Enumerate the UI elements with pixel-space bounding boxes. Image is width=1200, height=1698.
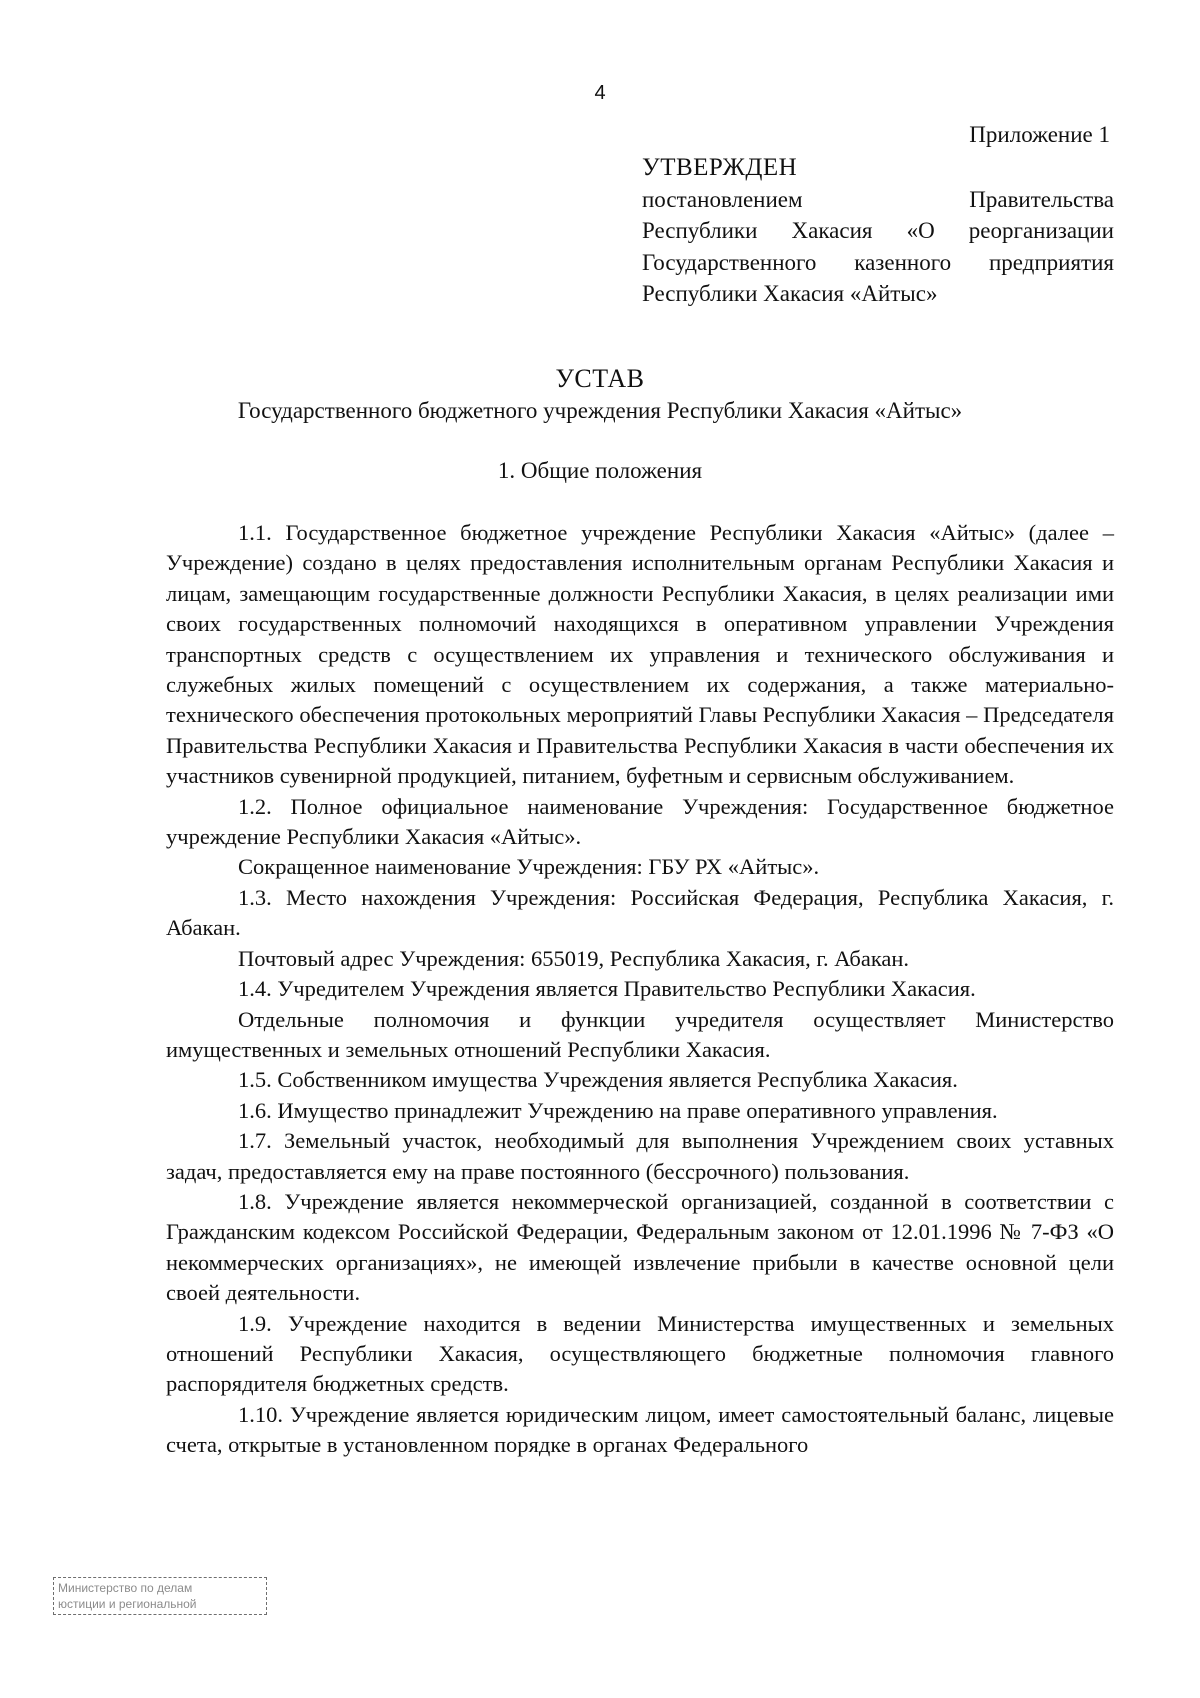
paragraph: 1.2. Полное официальное наименование Учреждения: Государственное бюджетное учреждение Республики Хакасия «Айтыс». (166, 793, 1114, 850)
paragraph: 1.6. Имущество принадлежит Учреждению на праве оперативного управления. (238, 1097, 998, 1123)
paragraph: 1.7. Земельный участок, необходимый для выполнения Учреждением своих уставных задач, предоставляется ему на праве постоянного (бессрочного) пользования. (166, 1128, 1114, 1184)
paragraph: Сокращенное наименование Учреждения: ГБУ РХ «Айтыс». (238, 854, 820, 880)
approval-line: Государственного казенного предприятия (642, 249, 1114, 275)
approval-line: Республики Хакасия «Айтыс» (642, 281, 938, 307)
approval-line: Республики Хакасия «О реорганизации (642, 218, 1114, 244)
document-title: УСТАВ (555, 364, 645, 393)
paragraph: Почтовый адрес Учреждения: 655019, Республика Хакасия, г. Абакан. (238, 945, 910, 971)
appendix-label: Приложение 1 (969, 122, 1110, 147)
stamp-line: Министерство по делам (58, 1581, 193, 1595)
approval-heading: УТВЕРЖДЕН (642, 154, 798, 181)
page-number: 4 (594, 82, 606, 104)
paragraph: 1.4. Учредителем Учреждения является Правительство Республики Хакасия. (238, 976, 976, 1002)
approval-block (642, 152, 1114, 310)
document-body (166, 518, 1114, 1461)
document-subtitle: Государственного бюджетного учреждения Республики Хакасия «Айтыс» (237, 398, 963, 423)
paragraph: 1.3. Место нахождения Учреждения: Российская Федерация, Республика Хакасия, г. Абакан. (166, 884, 1114, 941)
registration-stamp (53, 1577, 267, 1615)
paragraph: 1.1. Государственное бюджетное учреждение Республики Хакасия «Айтыс» (далее – Учреждение) создано в целях предоставления исполнительным органам Республики Хакасия и лицам, замещающим государственные должности Республики Хакасия, в целях реализации ими своих государственных полномочий находящихся в оперативном управлении Учреждения транспортных средств с осуществлением их управления и технического обслуживания и служебных жилых помещений с осуществлением их содержания, а также материально-технического обеспечения протокольных мероприятий Главы Республики Хакасия – Председателя Правительства Республики Хакасия и Правительства Республики Хакасия в части обеспечения их участников сувенирной продукцией, питанием, буфетным и сервисным обслуживанием. (166, 520, 1114, 789)
paragraph: 1.9. Учреждение находится в ведении Министерства имущественных и земельных отношений Республики Хакасия, осуществляющего бюджетные полномочия главного распорядителя бюджетных средств. (166, 1310, 1114, 1397)
section-heading: 1. Общие положения (497, 458, 703, 483)
approval-line: постановлением Правительства (642, 186, 1114, 212)
paragraph: Отдельные полномочия и функции учредителя осуществляет Министерство имущественных и земельных отношений Республики Хакасия. (166, 1006, 1114, 1062)
stamp-line: юстиции и региональной (58, 1597, 197, 1611)
paragraph: 1.8. Учреждение является некоммерческой организацией, созданной в соответствии с Гражданским кодексом Российской Федерации, Федеральным законом от 12.01.1996 № 7-ФЗ «О некоммерческих организациях», не имеющей извлечение прибыли в качестве основной цели своей деятельности. (166, 1188, 1114, 1306)
paragraph: 1.5. Собственником имущества Учреждения является Республика Хакасия. (238, 1067, 958, 1093)
paragraph: 1.10. Учреждение является юридическим лицом, имеет самостоятельный баланс, лицевые счета, открытые в установленном порядке в органах Федерального (166, 1401, 1114, 1458)
